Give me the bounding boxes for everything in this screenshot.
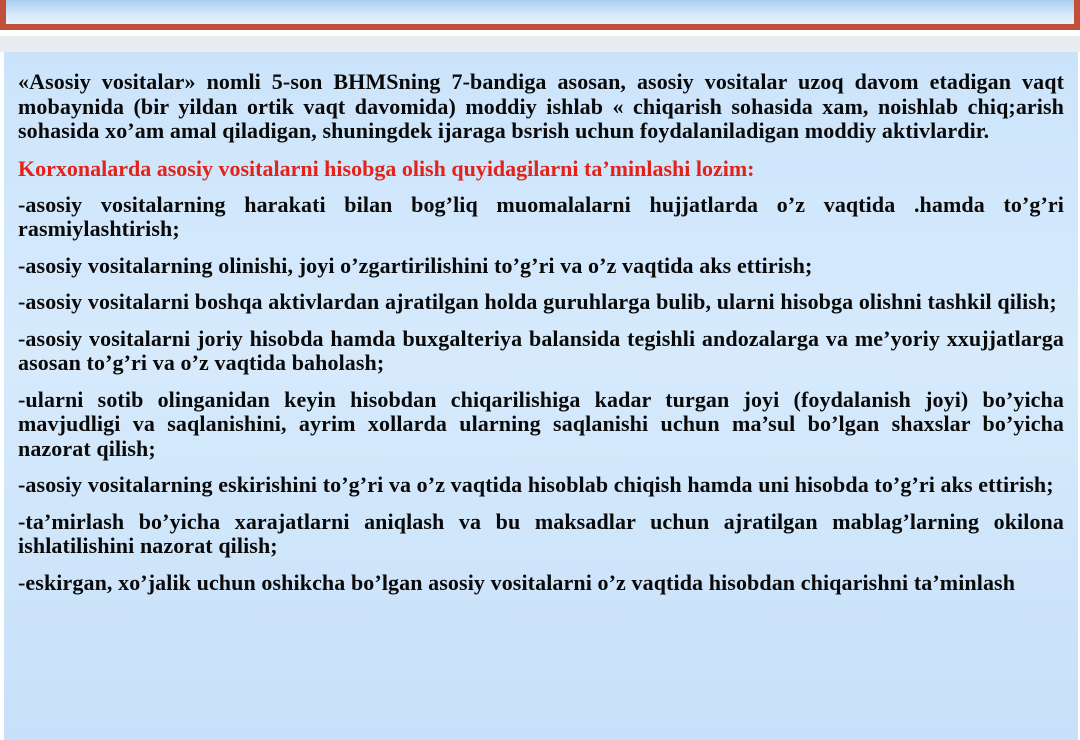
divider-strip	[0, 36, 1080, 52]
list-item: -asosiy vositalarni boshqa aktivlardan ajratilgan holda guruhlarga bulib, ularni hisobga olishni tashkil qilish;	[18, 289, 1057, 314]
list-item: -ta’mirlash bo’yicha xarajatlarni aniqlash va bu maksadlar uchun ajratilgan mablag’larning okilona ishlatilishini nazorat qilish;	[18, 508, 1064, 558]
content-panel	[4, 52, 1078, 740]
list-item: -asosiy vositalarning harakati bilan bog’liq muomalalarni hujjatlarda o’z vaqtida .hamda to’g’ri rasmiylashtirish;	[18, 191, 1064, 241]
list-item: -asosiy vositalarning olinishi, joyi o’zgartirilishini to’g’ri va o’z vaqtida aks ettirish;	[18, 252, 813, 278]
list-item: -eskirgan, xo’jalik uchun oshikcha bo’lgan asosiy vositalarni o’z vaqtida hisobdan chiqarishni ta’minlash	[18, 569, 1016, 595]
section-heading: Korxonalarda asosiy vositalarni hisobga olish quyidagilarni ta’minlashi lozim:	[18, 155, 755, 181]
intro-paragraph: «Asosiy vositalar» nomli 5-son BHMSning 7-bandiga asosan, asosiy vositalar uzoq davom etadigan vaqt mobaynida (bir yildan ortik vaqt davomida) moddiy ishlab « chiqarish sohasida xam, noishlab chiq;arish sohasida xo’am amal qiladigan, shuningdek ijaraga bsrish uchun foydalaniladigan moddiy aktivlardir.	[18, 69, 1064, 143]
list-item: -ularni sotib olinganidan keyin hisobdan chiqarilishiga kadar turgan joyi (foydalanish joyi) bo’yicha mavjudligi va saqlanishini, ayrim xollarda ularning saqlanishi uchun ma’sul bo’lgan shaxslar bo’yicha nazorat qilish;	[18, 386, 1064, 461]
title-band	[0, 0, 1080, 30]
list-item: -asosiy vositalarning eskirishini to’g’ri va o’z vaqtida hisoblab chiqish hamda uni hisobda to’g’ri aks ettirish;	[18, 472, 1054, 497]
list-item: -asosiy vositalarni joriy hisobda hamda buxgalteriya balansida tegishli andozalarga va me’yoriy xxujjatlarga asosan to’g’ri va o’z vaqtida baholash;	[18, 325, 1064, 375]
